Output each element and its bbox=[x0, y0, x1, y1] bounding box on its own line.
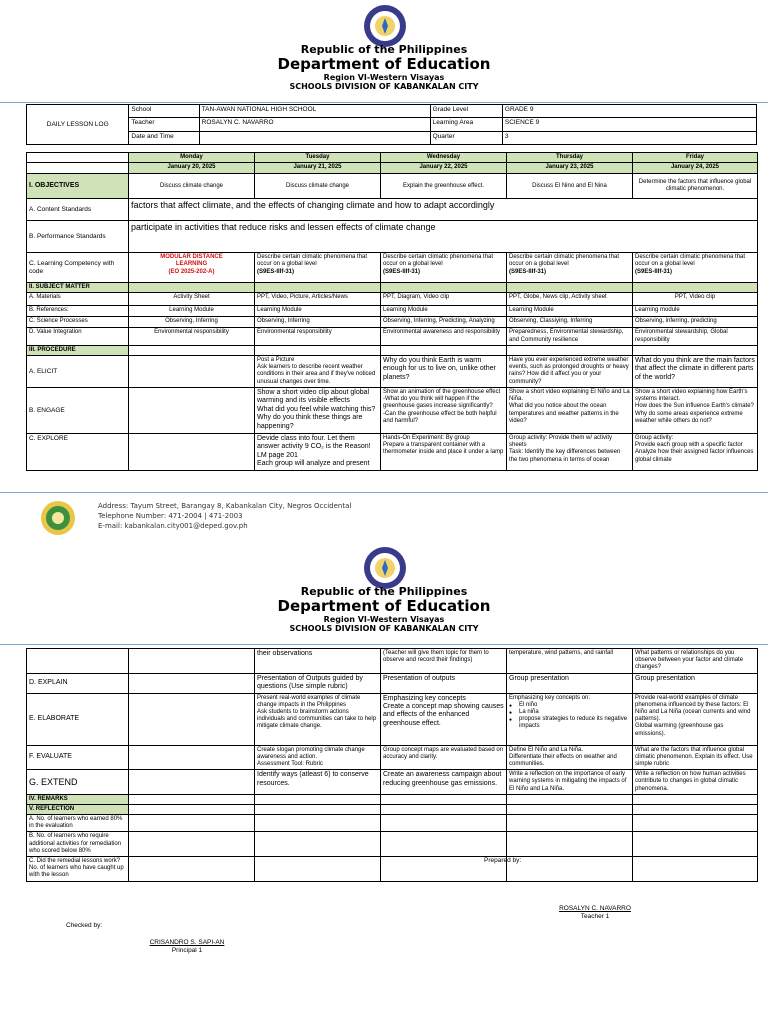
day-friday: Friday bbox=[633, 153, 758, 163]
quarter-value: 3 bbox=[502, 132, 756, 145]
objective-cell: Explain the greenhouse effect. bbox=[381, 174, 507, 199]
content-standards-label: A. Content Standards bbox=[27, 199, 129, 221]
city-seal-icon bbox=[40, 500, 76, 536]
explain-cell: Presentation of Outputs guided by questions (Use simple rubric) bbox=[255, 673, 381, 693]
competency-cell bbox=[255, 253, 381, 283]
day-tuesday: Tuesday bbox=[255, 153, 381, 163]
competency-code: (S9ES-IIIf-31) bbox=[509, 268, 547, 275]
processes-cell: Observing, Inferring bbox=[129, 317, 255, 328]
explain-label: D. EXPLAIN bbox=[27, 673, 129, 693]
reflection-label: V. REFLECTION bbox=[27, 804, 129, 814]
republic-heading: Republic of the Philippines bbox=[300, 43, 468, 56]
evaluate-label: F. EVALUATE bbox=[27, 745, 129, 770]
teacher-value: ROSALYN C. NAVARRO bbox=[199, 118, 430, 132]
explore-cont-label bbox=[27, 649, 129, 674]
competency-desc: Describe certain climatic phenomena that occur on a global level bbox=[257, 254, 368, 268]
processes-cell: Observing, Inferring bbox=[255, 317, 381, 328]
content-standards-text: factors that affect climate, and the effects of changing climate and how to adapt accordingly bbox=[129, 199, 758, 221]
evaluate-cell: Define El Niño and La Niña. Differentiate their effects on weather and communities. bbox=[507, 745, 633, 770]
date-wednesday: January 22, 2025 bbox=[381, 163, 507, 174]
values-cell: Environmental stewardship, Global responsibility bbox=[633, 328, 758, 345]
competency-monday-line: MODULAR DISTANCE bbox=[160, 254, 223, 261]
materials-cell: Activity Sheet bbox=[129, 293, 255, 306]
processes-cell: Observing, Inferring, Predicting, Analyzing bbox=[381, 317, 507, 328]
page-two bbox=[0, 542, 768, 1024]
objective-cell: Discuss El Nino and El Nina bbox=[507, 174, 633, 199]
region-heading: Region VI-Western Visayas bbox=[323, 73, 445, 82]
competency-cell bbox=[381, 253, 507, 283]
competency-monday-line: LEARNING bbox=[175, 261, 208, 268]
lesson-plan-table bbox=[26, 152, 758, 471]
objective-cell: Determine the factors that influence global climatic phenomenon. bbox=[633, 174, 758, 199]
evaluate-cell: Create slogan promoting climate change awareness and action. Assessment Tool: Rubric bbox=[255, 745, 381, 770]
materials-cell: PPT, Video clip bbox=[633, 293, 758, 306]
region-heading: Region VI-Western Visayas bbox=[323, 615, 445, 624]
date-monday: January 20, 2025 bbox=[129, 163, 255, 174]
competency-desc: Describe certain climatic phenomena that occur on a global level bbox=[509, 254, 620, 268]
header-rule bbox=[0, 102, 768, 103]
values-cell: Environmental awareness and responsibility bbox=[381, 328, 507, 345]
extend-cell bbox=[129, 770, 255, 795]
engage-cell bbox=[129, 387, 255, 433]
explore-label: C. EXPLORE bbox=[27, 433, 129, 470]
elaborate-intro: Emphasizing key concepts on: bbox=[509, 694, 591, 701]
elaborate-label: E. ELABORATE bbox=[27, 693, 129, 745]
teacher-label: Teacher bbox=[129, 118, 199, 132]
explain-cell: Group presentation bbox=[507, 673, 633, 693]
lesson-log-table bbox=[26, 104, 757, 145]
explore-cont-cell: What patterns or relationships do you observe between your factor and climate changes? bbox=[633, 649, 758, 674]
values-cell: Preparedness, Environmental stewardship, and Community resilience bbox=[507, 328, 633, 345]
processes-cell: Observing, Classiying, Inferring bbox=[507, 317, 633, 328]
engage-cell: Show a short video explaining El Niño and La Niña. What did you notice about the ocean temperatures and weather patterns in the video? bbox=[507, 387, 633, 433]
department-heading: Department of Education bbox=[277, 597, 491, 615]
engage-label: B. ENGAGE bbox=[27, 387, 129, 433]
competency-code: (S9ES-IIIf-31) bbox=[635, 268, 673, 275]
preparer-role: Teacher 1 bbox=[580, 912, 610, 920]
checker-block bbox=[132, 939, 242, 955]
materials-label: A. Materials bbox=[27, 293, 129, 306]
competency-monday bbox=[129, 253, 255, 283]
checker-role: Principal 1 bbox=[171, 946, 203, 954]
elicit-label: A. ELICIT bbox=[27, 355, 129, 387]
materials-cell: PPT, Diagram, Video clip bbox=[381, 293, 507, 306]
evaluate-cell: What are the factors that influence global climatic phenomenon. Explain its effect. Use simple rubric bbox=[633, 745, 758, 770]
prepared-by-label: Prepared by: bbox=[484, 857, 522, 864]
explore-cont-cell: temperature, wind patterns, and rainfall bbox=[507, 649, 633, 674]
footer-rule bbox=[0, 492, 768, 493]
elaborate-cell bbox=[129, 693, 255, 745]
procedure-label: III. PROCEDURE bbox=[27, 345, 129, 355]
explore-cont-cell: their observations bbox=[255, 649, 381, 674]
materials-cell: PPT, Video, Picture, Articles/News bbox=[255, 293, 381, 306]
explain-cell: Presentation of outputs bbox=[381, 673, 507, 693]
references-cell: Learning Module bbox=[507, 306, 633, 317]
competency-desc: Describe certain climatic phenomena that occur on a global level bbox=[383, 254, 494, 268]
elaborate-bullet: ● La niña bbox=[509, 709, 630, 716]
date-friday: January 24, 2025 bbox=[633, 163, 758, 174]
engage-cell: Show a short video clip about global warming and its visible effects What did you feel while watching this? Why do you think these things are happening? bbox=[255, 387, 381, 433]
checked-by-label: Checked by: bbox=[66, 922, 103, 929]
competency-code: (S9ES-IIIf-31) bbox=[383, 268, 421, 275]
elicit-cell: Have you ever experienced extreme weather events, such as prolonged droughts or heavy rains? How did it affect you or your community? bbox=[507, 355, 633, 387]
header-rule bbox=[0, 644, 768, 645]
elaborate-bullet: ● El niño bbox=[509, 702, 630, 709]
values-cell: Environmental responsibility bbox=[129, 328, 255, 345]
processes-label: C. Science Processes bbox=[27, 317, 129, 328]
department-heading: Department of Education bbox=[277, 55, 491, 73]
elaborate-bullet: ● propose strategies to reduce its negative impacts bbox=[509, 716, 630, 730]
values-cell: Environmental responsibility bbox=[255, 328, 381, 345]
objective-cell: Discuss climate change bbox=[129, 174, 255, 199]
footer-address: Address: Tayum Street, Barangay 8, Kabankalan City, Negros Occidental bbox=[98, 502, 352, 510]
engage-cell: Show a short video explaining how Earth's systems interact. How does the Sun influence Earth's climate?Why do some areas experience extreme weather while others do not? bbox=[633, 387, 758, 433]
republic-heading: Republic of the Philippines bbox=[300, 585, 468, 598]
date-tuesday: January 21, 2025 bbox=[255, 163, 381, 174]
values-label: D. Value Integration bbox=[27, 328, 129, 345]
area-value: SCIENCE 9 bbox=[502, 118, 756, 132]
explain-cell: Group presentation bbox=[633, 673, 758, 693]
elicit-cell: What do you think are the main factors that affect the climate in different parts of the world? bbox=[633, 355, 758, 387]
reflection-b: B. No. of learners who require additional activities for remediation who scored below 80% bbox=[27, 832, 129, 857]
day-corner-cell bbox=[27, 153, 129, 163]
day-thursday: Thursday bbox=[507, 153, 633, 163]
extend-cell: Write a reflection on how human activities contribute to changes in global climatic phenomena. bbox=[633, 770, 758, 795]
grade-value: GRADE 9 bbox=[502, 105, 756, 118]
preparer-block bbox=[540, 905, 650, 921]
footer-email: E-mail: kabankalan.city001@deped.gov.ph bbox=[98, 521, 248, 530]
competency-code: (S9ES-IIIf-31) bbox=[257, 268, 295, 275]
explore-cont-cell bbox=[129, 649, 255, 674]
checker-name: CRISANDRO S. SAPI-AN bbox=[149, 939, 225, 946]
reflection-c: C. Did the remedial lessons work? No. of learners who have caught up with the lesson bbox=[27, 857, 129, 882]
date-corner-cell bbox=[27, 163, 129, 174]
extend-label: G. EXTEND bbox=[27, 770, 129, 795]
objective-cell: Discuss climate change bbox=[255, 174, 381, 199]
references-label: B. References: bbox=[27, 306, 129, 317]
extend-cell: Write a reflection on the importance of early warning systems in mitigating the impacts of El Niño and La Niña. bbox=[507, 770, 633, 795]
performance-standards-text: participate in activities that reduce risks and lessen effects of climate change bbox=[129, 221, 758, 253]
references-cell: Learning Module bbox=[129, 306, 255, 317]
grade-label: Grade Level bbox=[430, 105, 502, 118]
elaborate-cell bbox=[507, 693, 633, 745]
competency-monday-line: (EO 2025-202-A) bbox=[168, 268, 215, 275]
references-cell: Learning Module bbox=[381, 306, 507, 317]
references-cell: Learning module bbox=[633, 306, 758, 317]
remarks-label: IV. REMARKS bbox=[27, 794, 129, 804]
deped-seal-icon bbox=[363, 4, 407, 48]
competency-cell bbox=[507, 253, 633, 283]
date-value bbox=[199, 132, 430, 145]
materials-cell: PPT, Globe, News clip, Activity sheet bbox=[507, 293, 633, 306]
extend-cell: Identify ways (atleast 6) to conserve resources. bbox=[255, 770, 381, 795]
elaborate-cell: Emphasizing key concepts Create a concept map showing causes and effects of the enhanced greenhouse effect. bbox=[381, 693, 507, 745]
day-monday: Monday bbox=[129, 153, 255, 163]
preparer-name: ROSALYN C. NAVARRO bbox=[559, 905, 631, 912]
extend-cell: Create an awareness campaign about reducing greenhouse gas emissions. bbox=[381, 770, 507, 795]
quarter-label: Quarter bbox=[430, 132, 502, 145]
evaluate-cell: Group concept maps are evaluated based on accuracy and clarity. bbox=[381, 745, 507, 770]
references-cell: Learning Module bbox=[255, 306, 381, 317]
division-heading: SCHOOLS DIVISION OF KABANKALAN CITY bbox=[289, 82, 479, 91]
school-label: School bbox=[129, 105, 199, 118]
explore-cell: Group activity: Provide them w/ activity sheets Task: Identify the key differences between the two phenomena in terms of ocean bbox=[507, 433, 633, 470]
explore-cell: Devide class into four. Let them answer activity 9 CO₂ is the Reason! LM page 201 Each group will analyze and present bbox=[255, 433, 381, 470]
date-label: Date and Time bbox=[129, 132, 199, 145]
lesson-plan-table-continued bbox=[26, 648, 758, 882]
elicit-cell: Why do you think Earth is warm enough for us to live on, unlike other planets? bbox=[381, 355, 507, 387]
area-label: Learning Area bbox=[430, 118, 502, 132]
objectives-label: I. OBJECTIVES bbox=[27, 174, 129, 199]
school-value: TAN-AWAN NATIONAL HIGH SCHOOL bbox=[199, 105, 430, 118]
evaluate-cell bbox=[129, 745, 255, 770]
competency-desc: Describe certain climatic phenomena that occur on a global level bbox=[635, 254, 746, 268]
competency-cell bbox=[633, 253, 758, 283]
elicit-cell: Post a Picture Ask learners to describe recent weather conditions in their area and if they've noticed unusual changes over time. bbox=[255, 355, 381, 387]
explain-cell bbox=[129, 673, 255, 693]
division-heading: SCHOOLS DIVISION OF KABANKALAN CITY bbox=[289, 624, 479, 633]
elicit-cell bbox=[129, 355, 255, 387]
reflection-a: A. No. of learners who earned 80% in the evaluation bbox=[27, 815, 129, 832]
day-wednesday: Wednesday bbox=[381, 153, 507, 163]
deped-seal-icon bbox=[363, 546, 407, 590]
date-thursday: January 23, 2025 bbox=[507, 163, 633, 174]
subject-matter-label: II. SUBJECT MATTER bbox=[27, 283, 129, 293]
engage-cell: Show an animation of the greenhouse effect -What do you think will happen if the greenhouse gases increase significantly? -Can the greenhouse effect be both helpful and harmful? bbox=[381, 387, 507, 433]
footer-telephone: Telephone Number: 471-2004 | 471-2003 bbox=[98, 511, 243, 520]
elaborate-cell: Provide real-world examples of climate phenomena influenced by these factors: El Niño and La Niña (ocean currents and wind patterns). Global warming (greenhouse gas emissions). bbox=[633, 693, 758, 745]
performance-standards-label: B. Performance Standards bbox=[27, 221, 129, 253]
explore-cell: Hands-On Experiment: By group Prepare a transparent container with a thermometer inside and place it under a lamp bbox=[381, 433, 507, 470]
explore-cont-cell: (Teacher will give them topic for them to observe and record their findings) bbox=[381, 649, 507, 674]
processes-cell: Observing, inferring, predicting bbox=[633, 317, 758, 328]
explore-cell bbox=[129, 433, 255, 470]
explore-cell: Group activity: Provide each group with a specific factor Analyze how their assigned factor influences global climate bbox=[633, 433, 758, 470]
elaborate-cell: Present real-world examples of climate change impacts in the Philippines Ask students to brainstorm actions individuals and communities can take to help mitigate climate change. bbox=[255, 693, 381, 745]
competency-label: C. Learning Competency with code bbox=[27, 253, 129, 283]
log-title: DAILY LESSON LOG bbox=[27, 105, 129, 145]
